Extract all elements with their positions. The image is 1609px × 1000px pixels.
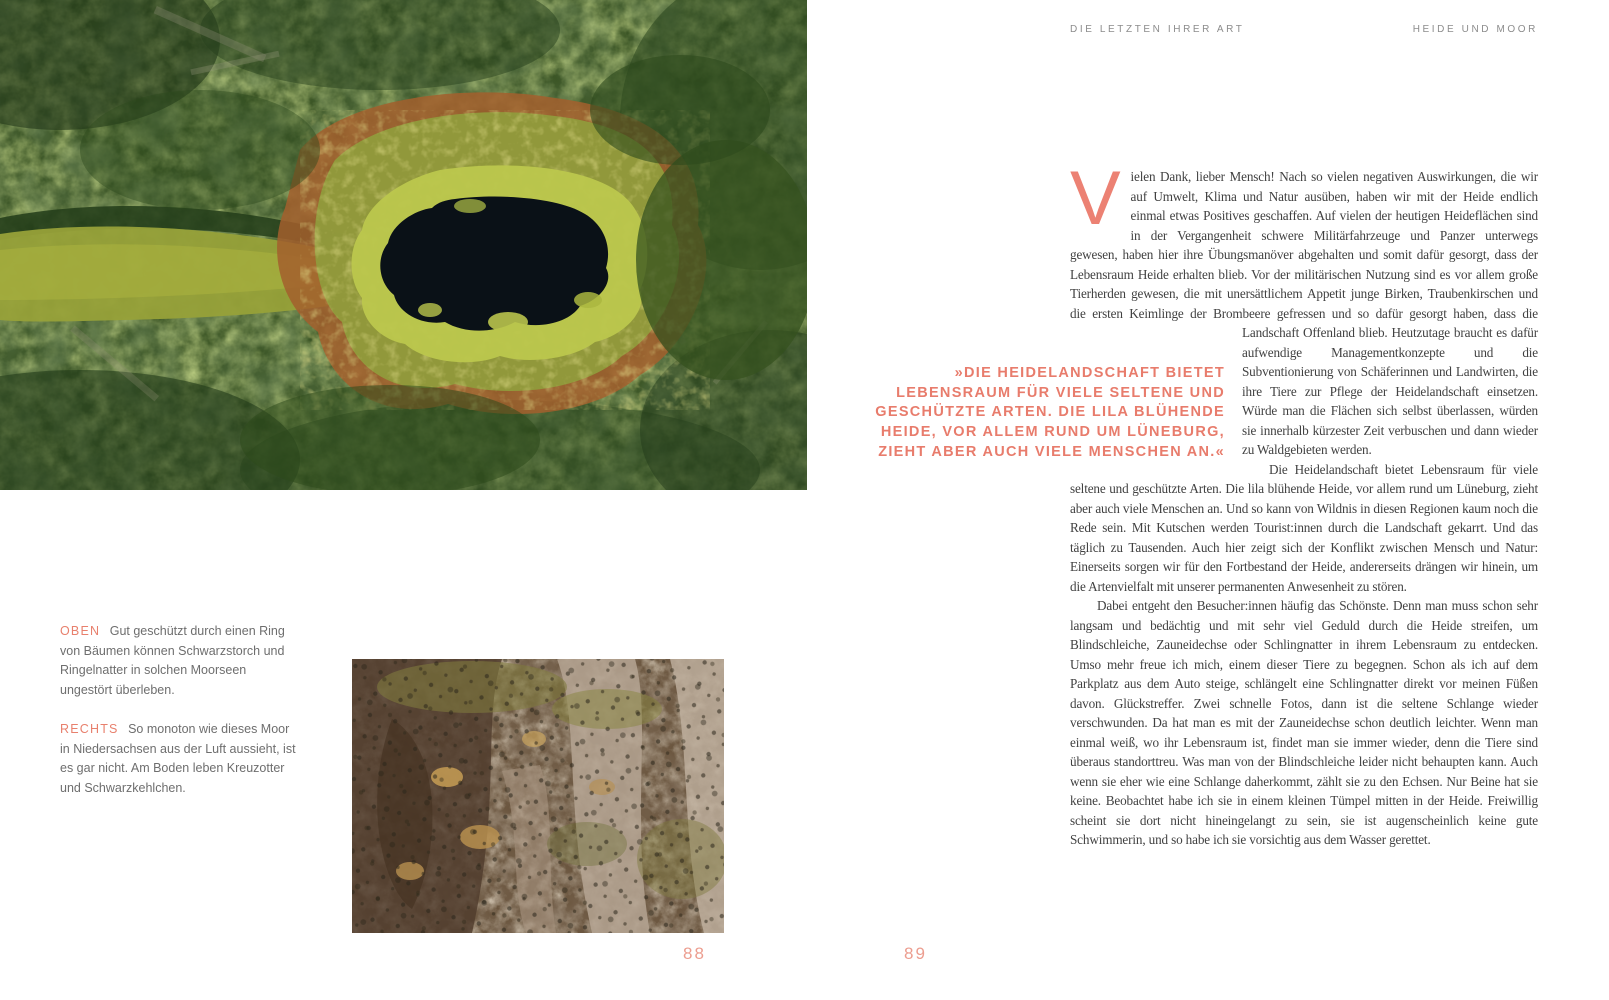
caption-above: [60, 622, 298, 700]
page-number-right: 89: [904, 944, 927, 963]
page-number-left: 88: [683, 944, 706, 963]
running-head-left: DIE LETZTEN IHRER ART: [1070, 24, 1245, 35]
moor-lake-photo: [0, 0, 807, 490]
caption-right: [60, 720, 298, 798]
photo-captions: [60, 622, 298, 818]
paragraph-1: [1070, 156, 1538, 460]
caption-label-rechts: RECHTS: [60, 722, 119, 736]
caption-label-oben: OBEN: [60, 624, 101, 638]
paragraph-3: Dabei entgeht den Besucher:innen häufig das Schönste. Denn man muss schon sehr langsam und bedächtig und mit sehr viel Geduld durch die Heide streifen, um Blindschleiche, Zauneidechse oder Schlingnatter in ihrem Lebensraum zu entdecken. Umso mehr freue ich mich, einem dieser Tiere zu begegnen. Schon als ich auf dem Parkplatz aus dem Auto steige, schlängelt eine Schlingnatter direkt vor meinen Füßen davon. Glückstreffer. Zwei schnelle Fotos, dann ist die seltene Schlange wieder verschwunden. Da hat man es mit der Zauneidechse schon deutlich leichter. Wenn man einmal weiß, wo ihr Lebensraum ist, findet man sie immer wieder, denn die Tiere sind überaus standorttreu. Was man von der Blindschleiche leider nicht behaupten kann. Auch wenn sie eher wie eine Schlange daherkommt, zählt sie zu den Echsen. Nur Beine hat sie keine. Beobachtet habe ich sie in einem kleinen Tümpel mitten in der Heide. Freiwillig scheint sie dort nicht hineingelangt zu sein, sie ist augenscheinlich keine gute Schwimmerin, und so habe ich sie vorsichtig aus dem Wasser gerettet.: [1070, 598, 1538, 847]
moor-surface-photo: [352, 659, 724, 933]
article-body: [1070, 156, 1538, 850]
pull-quote: »DIE HEIDELANDSCHAFT BIETET LEBENSRAUM FÜR VIELE SELTENE UND GESCHÜTZTE ARTEN. DIE LILA BLÜHENDE HEIDE, VOR ALLEM RUND UM LÜNEBURG, ZIEHT ABER AUCH VIELE MENSCHEN AN.«: [875, 365, 1225, 460]
paragraph-2: Die Heidelandschaft bietet Lebensraum für viele seltene und geschützte Arten. Die lila blühende Heide, vor allem rund um Lüneburg, zieht aber auch viele Menschen an. Und so kann von Wildnis in diesen Regionen kaum noch die Rede sein. Mit Kutschen werden Tourist:innen durch die Landschaft gekarrt. Und das täglich zu Tausenden. Auch hier zeigt sich der Konflikt zwischen Mensch und Natur: Einerseits sorgen wir für den Fortbestand der Heide, andererseits drängen wir hinein, um die Artenvielfalt mit unserer permanenten Anwesenheit zu stören.: [1070, 461, 1538, 594]
drop-cap: V: [1070, 156, 1121, 241]
caption-text-oben: Gut geschützt durch einen Ring von Bäumen können Schwarzstorch und Ringelnatter in solchen Moorseen ungestört überleben.: [60, 624, 285, 697]
pull-quote-wrap-spacer: [1070, 323, 1242, 479]
paragraph-1-end: dafür aufwendige Managementkonzepte und die Subventionierung von Schäferinnen und Landwirten, die ihre Tiere zur Pflege der Heidelandschaft einsetzen. Würde man die Flächen sich selbst überlassen, würden sie innerhalb kürzester Zeit verbuschen und dann wieder zu Waldgebieten werden.: [1242, 325, 1538, 457]
running-head-right: HEIDE UND MOOR: [1412, 24, 1538, 35]
caption-text-rechts: So monoton wie dieses Moor in Niedersachsen aus der Luft aussieht, ist es gar nicht. Am Boden leben Kreuzotter und Schwarzkehlchen.: [60, 722, 296, 795]
paragraph-1-start: ielen Dank, lieber Mensch! Nach so vielen negativen Auswirkungen, die wir auf Umwelt, Klima und Natur ausüben, haben wir mit der Heide endlich einmal etwas Positives geschaffen. Auf vielen der heutigen Heideflächen sind in der Vergangenheit schwere Militärfahrzeuge und Panzer unterwegs gewesen, haben hier ihre Übungsmanöver abgehalten und somit dafür gesorgt, dass der Lebensraum Heide erhalten blieb. Vor der militärischen Nutzung sind es vor allem große Tierherden gewesen, die mit unersättlichem Appetit junge Birken, Traubenkirschen und die ersten Keimlinge der Brombeere gefressen und so dafür gesorgt haben, dass die Landschaft Offenland blieb. Heutzutage braucht es: [1070, 169, 1538, 340]
